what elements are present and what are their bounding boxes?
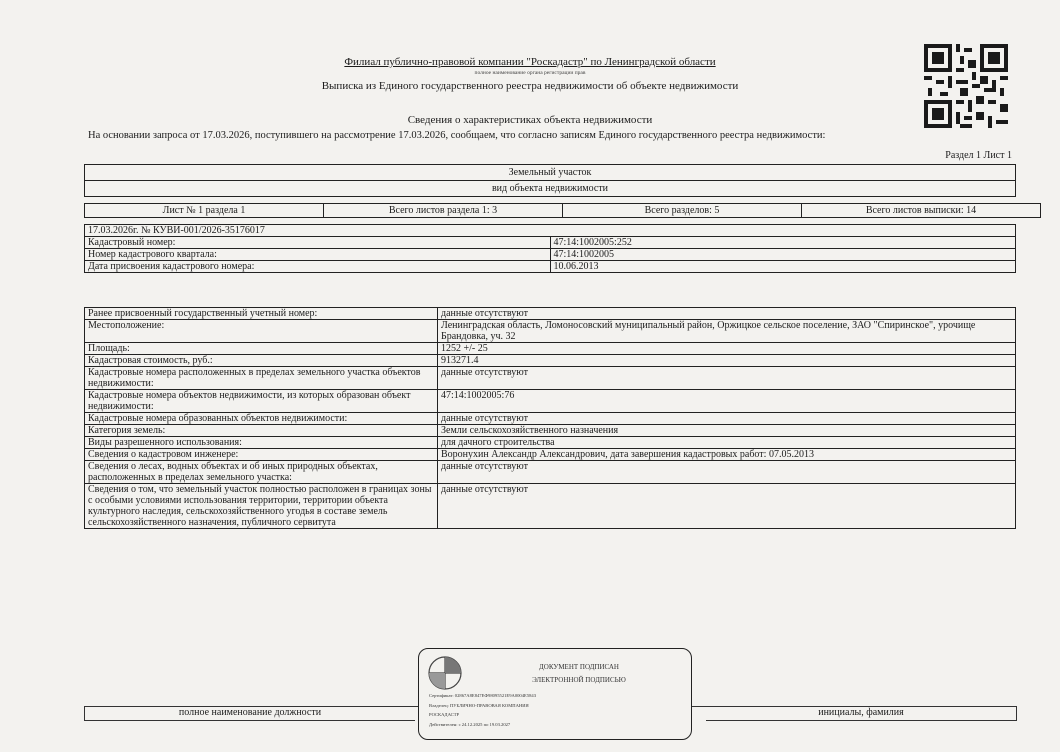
row-value: для дачного строительства <box>438 437 1016 449</box>
row-value: данные отсутствуют <box>438 308 1016 320</box>
row-value: 47:14:1002005:76 <box>438 390 1016 413</box>
table-row <box>85 355 1016 367</box>
position-label: полное наименование должности <box>84 706 415 721</box>
row-value: данные отсутствуют <box>438 461 1016 484</box>
table-row <box>85 484 1016 529</box>
row-label: Номер кадастрового квартала: <box>85 249 551 261</box>
row-label: Площадь: <box>85 343 438 355</box>
sections-count: Всего разделов: 5 <box>563 204 802 218</box>
table-row <box>85 249 1016 261</box>
qr-code-icon <box>920 40 1012 132</box>
row-value: 47:14:1002005:252 <box>550 237 1016 249</box>
row-value: Земли сельскохозяйственного назначения <box>438 425 1016 437</box>
row-value: данные отсутствуют <box>438 413 1016 425</box>
table-row <box>85 261 1016 273</box>
object-type-caption: вид объекта недвижимости <box>85 181 1016 197</box>
table-row <box>85 425 1016 437</box>
row-value: 10.06.2013 <box>550 261 1016 273</box>
object-type: Земельный участок <box>85 165 1016 181</box>
row-label: Местоположение: <box>85 320 438 343</box>
table-row <box>85 461 1016 484</box>
request-basis: На основании запроса от 17.03.2026, поступившего на рассмотрение 17.03.2026, сообщаем, что согласно записям Единого государственного реестра недвижимости: <box>88 130 826 141</box>
table-row <box>85 390 1016 413</box>
row-value: Воронухин Александр Александрович, дата завершения кадастровых работ: 07.05.2013 <box>438 449 1016 461</box>
table-row <box>85 367 1016 390</box>
row-label: Кадастровая стоимость, руб.: <box>85 355 438 367</box>
record-date-number: 17.03.2026г. № КУВИ-001/2026-35176017 <box>85 225 1016 237</box>
row-label: Виды разрешенного использования: <box>85 437 438 449</box>
row-value: 913271.4 <box>438 355 1016 367</box>
record-table <box>84 224 1016 273</box>
rosreestr-logo-icon <box>427 655 463 691</box>
stamp-owner: Владелец: ПУБЛИЧНО-ПРАВОВАЯ КОМПАНИЯ <box>429 703 529 708</box>
sheet-number: Лист № 1 раздела 1 <box>85 204 324 218</box>
table-row <box>85 343 1016 355</box>
row-value: 1252 +/- 25 <box>438 343 1016 355</box>
stamp-certificate: Сертификат: 02867А8Е847ЕФ98095521Е9А0004Е5843 <box>429 693 537 698</box>
agency-caption: полное наименование органа регистрации прав <box>474 70 586 76</box>
row-label: Сведения о том, что земельный участок полностью расположен в границах зоны с особыми условиями использования территории, территории объекта культурного наследия, сельскохозяйственного угодья в составе земель сельскохозяйственного назначения, публичного сервитута <box>85 484 438 529</box>
row-label: Кадастровые номера объектов недвижимости, из которых образован объект недвижимости: <box>85 390 438 413</box>
sheet-reference: Раздел 1 Лист 1 <box>945 150 1012 161</box>
name-label: инициалы, фамилия <box>706 706 1017 721</box>
section-title: Сведения о характеристиках объекта недвижимости <box>407 114 653 126</box>
object-type-table <box>84 164 1016 197</box>
row-value: 47:14:1002005 <box>550 249 1016 261</box>
row-label: Кадастровые номера расположенных в пределах земельного участка объектов недвижимости: <box>85 367 438 390</box>
table-row <box>85 237 1016 249</box>
electronic-signature-stamp <box>418 648 692 740</box>
row-label: Сведения о лесах, водных объектах и об иных природных объектах, расположенных в пределах земельного участка: <box>85 461 438 484</box>
table-row <box>85 413 1016 425</box>
row-value: Ленинградская область, Ломоносовский муниципальный район, Оржицкое сельское поселение, ЗАО "Спиринское", урочище Брандовка, уч. 32 <box>438 320 1016 343</box>
details-table <box>84 307 1016 529</box>
stamp-line-2: ЭЛЕКТРОННОЙ ПОДПИСЬЮ <box>532 676 626 684</box>
table-row <box>85 320 1016 343</box>
row-value: данные отсутствуют <box>438 367 1016 390</box>
section-sheets-count: Всего листов раздела 1: 3 <box>324 204 563 218</box>
extract-title: Выписка из Единого государственного реестра недвижимости об объекте недвижимости <box>321 80 739 92</box>
table-row <box>85 308 1016 320</box>
stamp-line-1: ДОКУМЕНТ ПОДПИСАН <box>539 663 619 671</box>
table-row <box>85 449 1016 461</box>
stamp-validity: Действителен: с 24.12.2025 по 19.03.2027 <box>429 722 511 727</box>
row-value: данные отсутствуют <box>438 484 1016 529</box>
agency-name: Филиал публично-правовой компании "Роскадастр" по Ленинградской области <box>344 56 716 68</box>
table-row <box>85 437 1016 449</box>
row-label: Сведения о кадастровом инженере: <box>85 449 438 461</box>
sheet-counters-table <box>84 203 1041 218</box>
row-label: Категория земель: <box>85 425 438 437</box>
row-label: Дата присвоения кадастрового номера: <box>85 261 551 273</box>
total-sheets-count: Всего листов выписки: 14 <box>802 204 1041 218</box>
stamp-owner-name: РОСКАДАСТР <box>429 712 460 717</box>
row-label: Кадастровый номер: <box>85 237 551 249</box>
row-label: Кадастровые номера образованных объектов недвижимости: <box>85 413 438 425</box>
row-label: Ранее присвоенный государственный учетный номер: <box>85 308 438 320</box>
